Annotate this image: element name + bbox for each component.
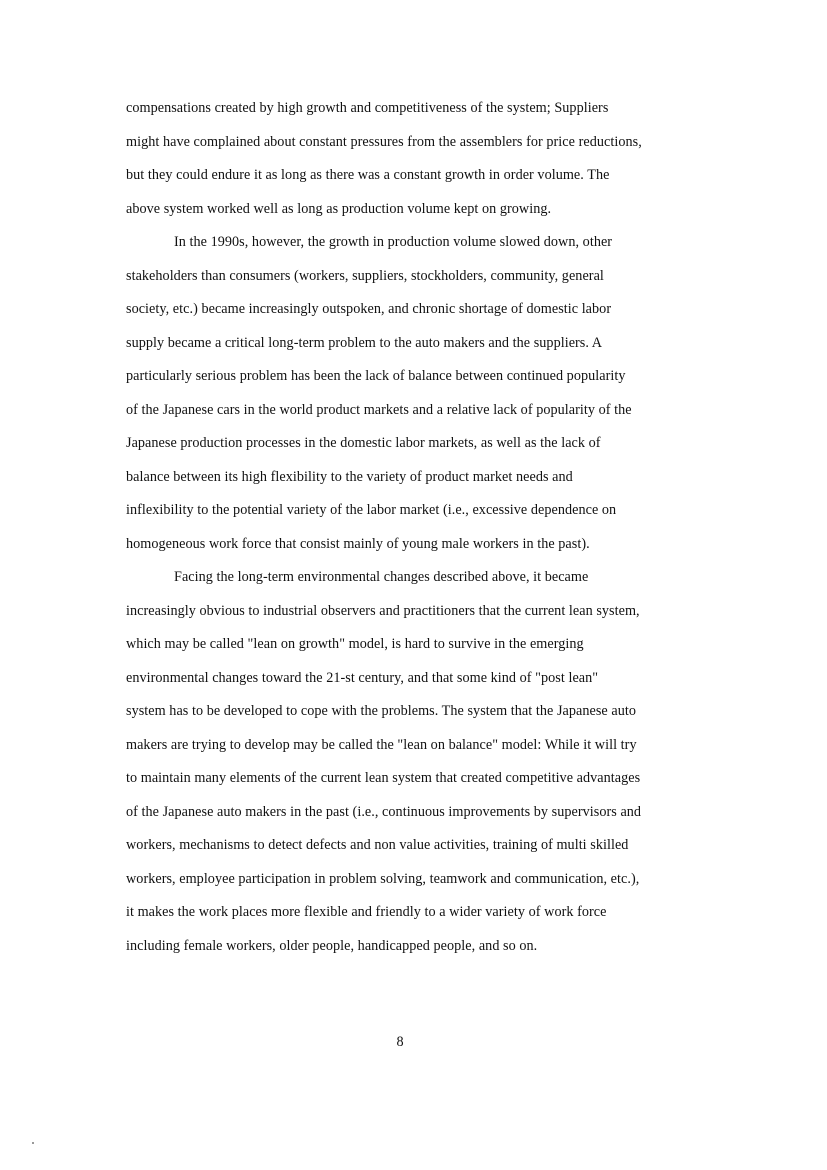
text-line: inflexibility to the potential variety of the labor market (i.e., excessive dependence on — [126, 502, 617, 518]
text-line: to maintain many elements of the current lean system that created competitive advantages — [126, 770, 641, 786]
text-line: of the Japanese auto makers in the past (i.e., continuous improvements by supervisors and — [126, 803, 642, 820]
text-line: stakeholders than consumers (workers, suppliers, stockholders, community, general — [126, 267, 604, 284]
text-line: increasingly obvious to industrial observers and practitioners that the current lean system, — [126, 602, 640, 619]
text-line: balance between its high flexibility to the variety of product market needs and — [126, 468, 573, 485]
text-line: environmental changes toward the 21-st century, and that some kind of "post lean" — [126, 669, 599, 686]
text-line: makers are trying to develop may be called the "lean on balance" model: While it will try — [126, 736, 637, 753]
text-line: Japanese production processes in the domestic labor markets, as well as the lack of — [126, 435, 601, 451]
text-line: but they could endure it as long as there was a constant growth in order volume. The — [126, 167, 610, 183]
text-line: it makes the work places more flexible and friendly to a wider variety of work force — [126, 904, 607, 920]
text-line: above system worked well as long as production volume kept on growing. — [126, 200, 552, 217]
page-number: 8 — [396, 1034, 404, 1050]
text-line: particularly serious problem has been the lack of balance between continued popularity — [126, 368, 626, 384]
scan-artifact-dot — [32, 1142, 34, 1144]
body-text — [126, 92, 726, 963]
text-line: of the Japanese cars in the world product markets and a relative lack of popularity of the — [126, 401, 632, 418]
text-line: workers, employee participation in problem solving, teamwork and communication, etc.), — [126, 870, 640, 887]
text-line: including female workers, older people, handicapped people, and so on. — [126, 937, 538, 954]
text-line: In the 1990s, however, the growth in production volume slowed down, other — [174, 234, 613, 250]
text-line: society, etc.) became increasingly outspoken, and chronic shortage of domestic labor — [126, 301, 612, 317]
text-line: Facing the long-term environmental changes described above, it became — [174, 569, 589, 585]
text-line: supply became a critical long-term problem to the auto makers and the suppliers. A — [126, 334, 603, 351]
text-line: might have complained about constant pressures from the assemblers for price reductions, — [126, 133, 642, 150]
text-line: compensations created by high growth and competitiveness of the system; Suppliers — [126, 100, 609, 116]
text-line: homogeneous work force that consist mainly of young male workers in the past). — [126, 535, 590, 552]
text-line: workers, mechanisms to detect defects and non value activities, training of multi skilled — [126, 837, 629, 853]
text-line: which may be called "lean on growth" model, is hard to survive in the emerging — [126, 636, 584, 652]
text-line: system has to be developed to cope with the problems. The system that the Japanese auto — [126, 703, 636, 719]
